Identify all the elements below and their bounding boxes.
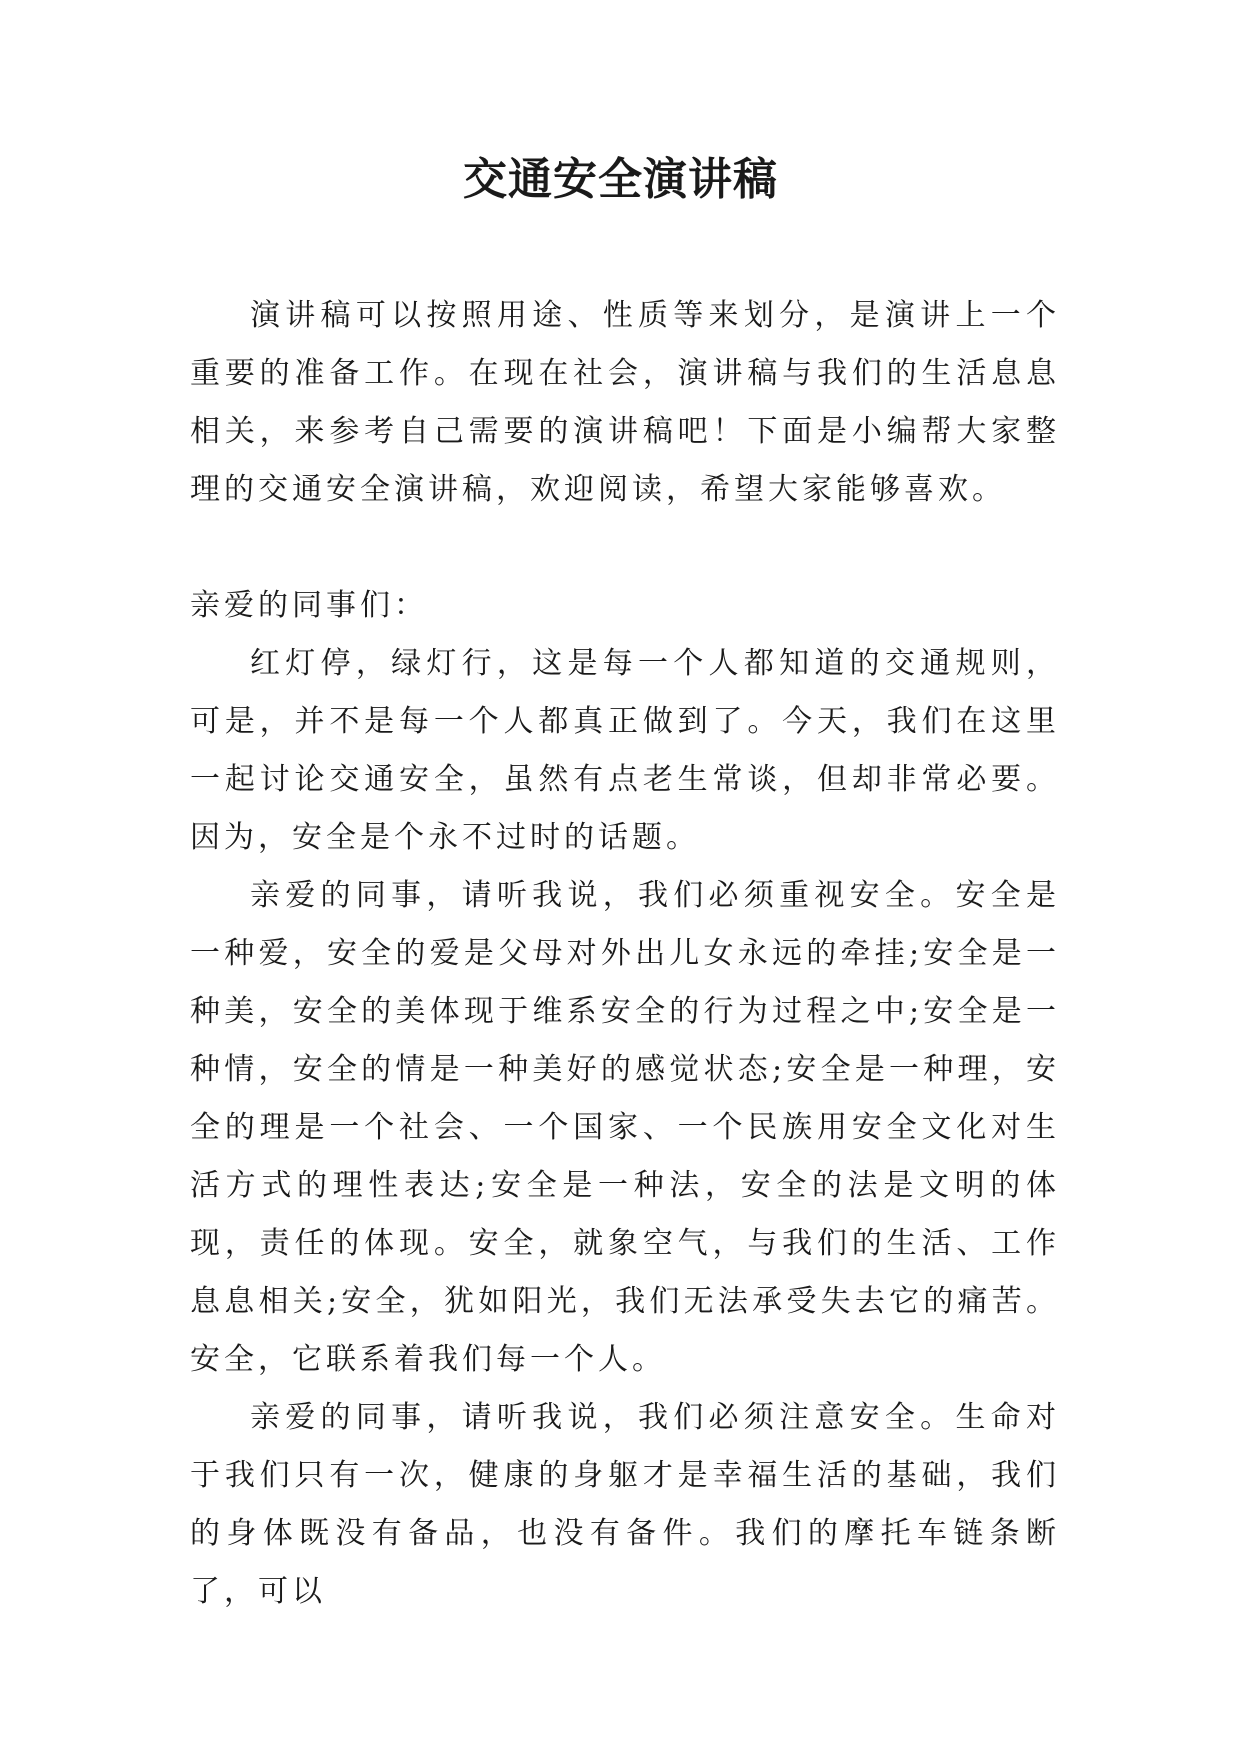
document-title: 交通安全演讲稿 [463, 154, 778, 205]
body-paragraph-3: 亲爱的同事，请听我说，我们必须注意安全。生命对于我们只有一次，健康的身躯才是幸福生活的基础，我们的身体既没有备品，也没有备件。我们的摩托车链条断了，可以 [190, 1400, 1060, 1609]
intro-paragraph: 演讲稿可以按照用途、性质等来划分，是演讲上一个重要的准备工作。在现在社会，演讲稿与我们的生活息息相关，来参考自己需要的演讲稿吧！下面是小编帮大家整理的交通安全演讲稿，欢迎阅读，希望大家能够喜欢。 [190, 298, 1060, 507]
salutation: 亲爱的同事们： [190, 588, 428, 623]
body-paragraph-2: 亲爱的同事，请听我说，我们必须重视安全。安全是一种爱，安全的爱是父母对外出儿女永远的牵挂;安全是一种美，安全的美体现于维系安全的行为过程之中;安全是一种情，安全的情是一种美好的感觉状态;安全是一种理，安全的理是一个社会、一个国家、一个民族用安全文化对生活方式的理性表达;安全是一种法，安全的法是文明的体现，责任的体现。安全，就象空气，与我们的生活、工作息息相关;安全，犹如阳光，我们无法承受失去它的痛苦。安全，它联系着我们每一个人。 [190, 878, 1060, 1377]
paragraph-gap [190, 519, 1060, 577]
document-body [190, 287, 1060, 1621]
body-paragraph-1: 红灯停，绿灯行，这是每一个人都知道的交通规则，可是，并不是每一个人都真正做到了。今天，我们在这里一起讨论交通安全，虽然有点老生常谈，但却非常必要。因为，安全是个永不过时的话题。 [190, 646, 1060, 855]
